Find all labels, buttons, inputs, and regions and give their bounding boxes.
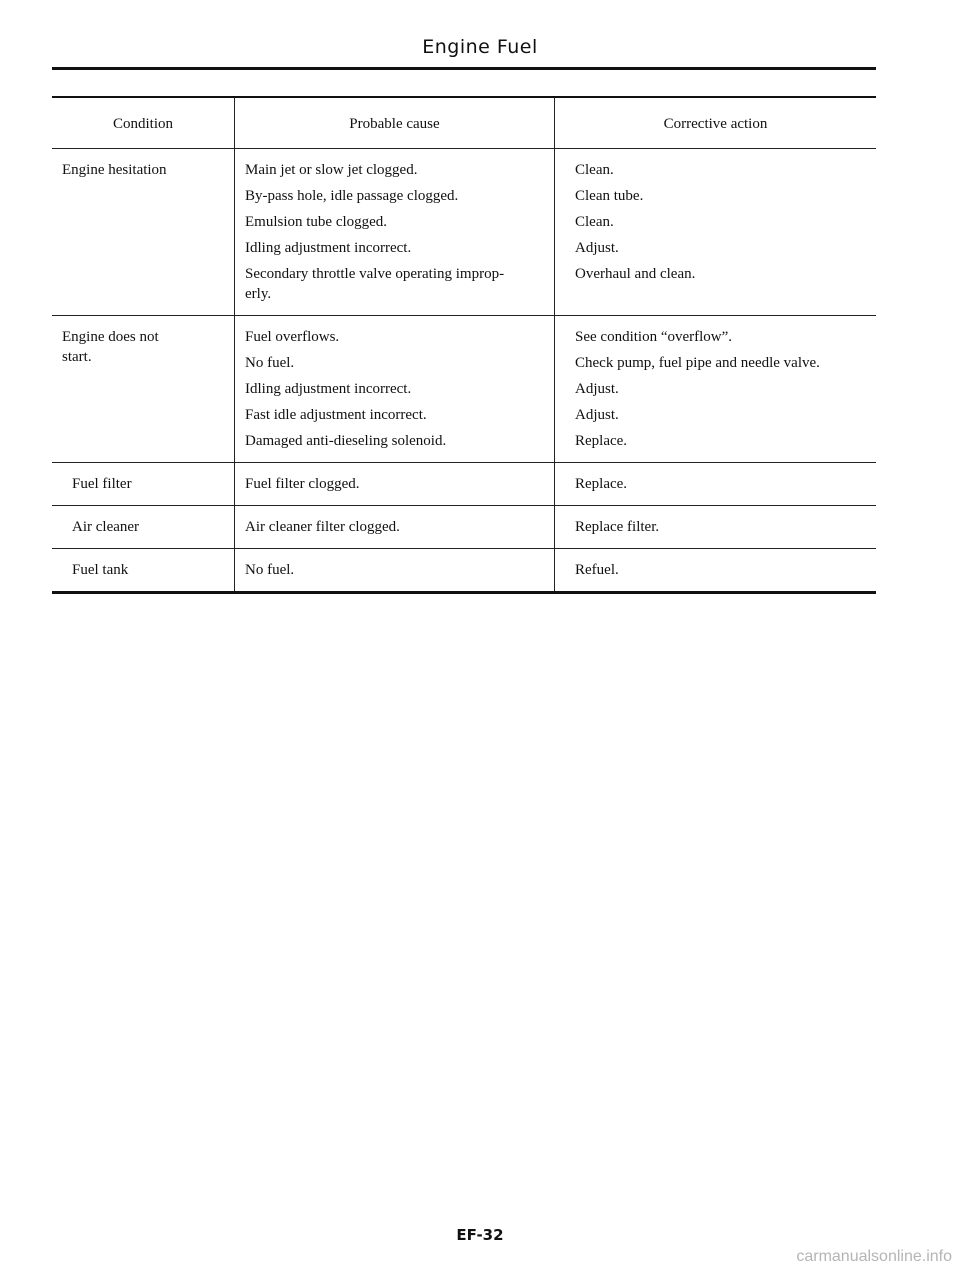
cause-text: erly. [245,286,272,302]
troubleshooting-table [52,96,876,594]
table-row [52,549,876,591]
cause-text: Idling adjustment incorrect. [245,240,412,256]
action-text: Refuel. [575,562,619,578]
header-rule [52,67,876,70]
table-row [52,149,876,316]
action-text: See condition “overflow”. [575,329,733,345]
cause-cell [234,506,554,548]
action-text: Adjust. [575,407,619,423]
action-text: Replace. [575,433,628,449]
table-header-row [52,98,876,149]
condition-text: Engine hesitation [62,162,167,178]
condition-cell [52,549,234,591]
column-header-probable-cause: Probable cause [234,98,554,148]
action-cell [554,549,876,591]
cause-text: Main jet or slow jet clogged. [245,162,418,178]
condition-cell [52,463,234,505]
action-cell [554,463,876,505]
table-row [52,506,876,549]
cause-text: No fuel. [245,562,295,578]
condition-cell [52,316,234,462]
action-text: Adjust. [575,240,619,256]
cause-cell [234,316,554,462]
cause-text: No fuel. [245,355,295,371]
cause-text: Fast idle adjustment incorrect. [245,407,427,423]
cause-text: Fuel filter clogged. [245,476,360,492]
condition-cell [52,149,234,315]
table-row [52,463,876,506]
column-header-condition: Condition [112,116,173,132]
cause-cell [234,149,554,315]
page-number: EF-32 [456,1226,504,1244]
condition-text: Air cleaner [72,519,140,535]
action-text: Clean tube. [575,188,644,204]
watermark-text: carmanualsonline.info [796,1248,952,1265]
action-cell [554,316,876,462]
cause-cell [234,463,554,505]
action-text: Adjust. [575,381,619,397]
table-row [52,316,876,463]
condition-text: Engine does not [62,329,159,345]
action-text: Check pump, fuel pipe and needle valve. [575,355,820,371]
action-cell [554,149,876,315]
action-cell [554,506,876,548]
condition-text: Fuel filter [72,476,132,492]
cause-text: Idling adjustment incorrect. [245,381,412,397]
action-text: Replace. [575,476,628,492]
cause-text: Emulsion tube clogged. [245,214,388,230]
cause-text: Damaged anti-dieseling solenoid. [245,433,447,449]
action-text: Clean. [575,214,614,230]
action-text: Overhaul and clean. [575,266,696,282]
action-text: Replace filter. [575,519,660,535]
cause-text: Air cleaner filter clogged. [245,519,400,535]
cause-text: Fuel overflows. [245,329,340,345]
condition-text: Fuel tank [72,562,129,578]
cause-cell [234,549,554,591]
cause-text: By-pass hole, idle passage clogged. [245,188,459,204]
condition-cell [52,506,234,548]
action-text: Clean. [575,162,614,178]
cause-text: Secondary throttle valve operating improp- [245,266,505,282]
column-header-corrective-action: Corrective action [554,98,876,148]
condition-text: start. [62,349,92,365]
page-title: Engine Fuel [422,36,538,58]
